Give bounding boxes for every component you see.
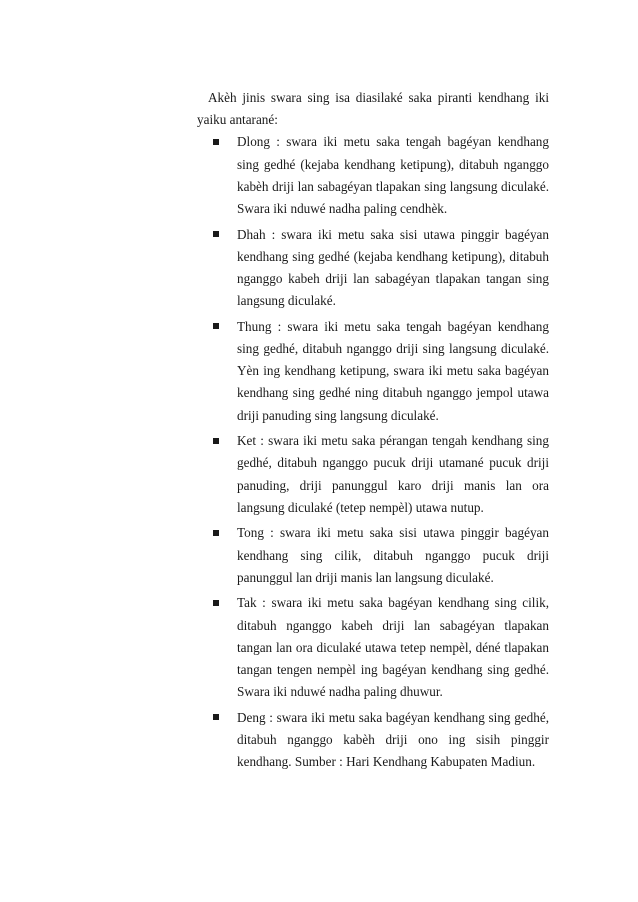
square-bullet-icon <box>213 231 219 237</box>
item-description: swara iki metu saka bagéyan kendhang sing gedhé, ditabuh nganggo kabèh driji ono ing sisih pinggir kendhang. Sumber : Hari Kendhang Kabupaten Madiun. <box>237 709 550 770</box>
item-term: Dhah <box>237 226 266 242</box>
list-item-deng <box>237 707 549 774</box>
item-description: swara iki metu saka tengah bagéyan kendhang sing gedhé (kejaba kendhang ketipung), ditabuh nganggo kabèh driji lan sabagéyan tlapakan sing langsung diculaké. Swara iki nduwé nadha paling cendhèk. <box>237 134 549 217</box>
item-description: swara iki metu saka tengah bagéyan kendhang sing gedhé, ditabuh nganggo driji sing langsung diculaké. Yèn ing kendhang ketipung, swara iki metu saka bagéyan kendhang sing gedhé ning ditabuh nganggo jempol utawa driji panuding sing langsung diculaké. <box>237 318 549 423</box>
list-item-dhah <box>237 224 549 313</box>
item-separator: : <box>265 709 277 725</box>
square-bullet-icon <box>213 139 219 145</box>
item-description: swara iki metu saka pérangan tengah kendhang sing gedhé, ditabuh nganggo pucuk driji utamané pucuk driji panuding, driji panunggul karo driji manis lan ora langsung diculaké (tetep nempèl) utawa nutup. <box>237 433 549 515</box>
intro-paragraph: Akèh jinis swara sing isa diasilaké saka piranti kendhang iki yaiku antarané: <box>197 90 549 128</box>
item-separator: : <box>256 433 269 449</box>
list-item-tong <box>237 522 549 589</box>
square-bullet-icon <box>213 600 219 606</box>
sound-types-list <box>197 131 549 773</box>
item-separator: : <box>263 525 280 541</box>
list-item-thung <box>237 316 549 427</box>
list-item-dlong <box>237 131 549 220</box>
item-term: Tong <box>237 525 264 541</box>
list-item-ket <box>237 430 549 519</box>
item-term: Tak <box>237 595 257 611</box>
item-term: Deng <box>237 709 266 725</box>
item-term: Dlong <box>237 134 270 150</box>
item-separator: : <box>271 318 288 334</box>
item-term: Thung <box>237 318 272 334</box>
document-body <box>197 87 549 777</box>
item-description: swara iki metu saka sisi utawa pinggir bagéyan kendhang sing cilik, ditabuh nganggo pucuk driji panunggul lan driji manis lan langsung diculaké. <box>237 525 549 585</box>
item-separator: : <box>265 226 282 242</box>
item-separator: : <box>256 595 272 611</box>
list-item-tak <box>237 592 549 703</box>
square-bullet-icon <box>213 714 219 720</box>
item-separator: : <box>269 134 287 150</box>
square-bullet-icon <box>213 530 219 536</box>
item-description: swara iki metu saka bagéyan kendhang sing cilik, ditabuh nganggo kabeh driji lan sabagéyan tlapakan tangan lan ora diculaké utawa tetep nempèl, déné tlapakan tangan tengen nempèl ing bagéyan kendhang sing gedhé. Swara iki nduwé nadha paling dhuwur. <box>237 595 549 700</box>
item-term: Ket <box>237 433 257 449</box>
square-bullet-icon <box>213 438 219 444</box>
item-description: swara iki metu saka sisi utawa pinggir bagéyan kendhang sing gedhé (kejaba kendhang ketipung), ditabuh nganggo kabeh driji lan sabagéyan tlapakan tangan sing langsung diculaké. <box>237 226 549 309</box>
square-bullet-icon <box>213 323 219 329</box>
